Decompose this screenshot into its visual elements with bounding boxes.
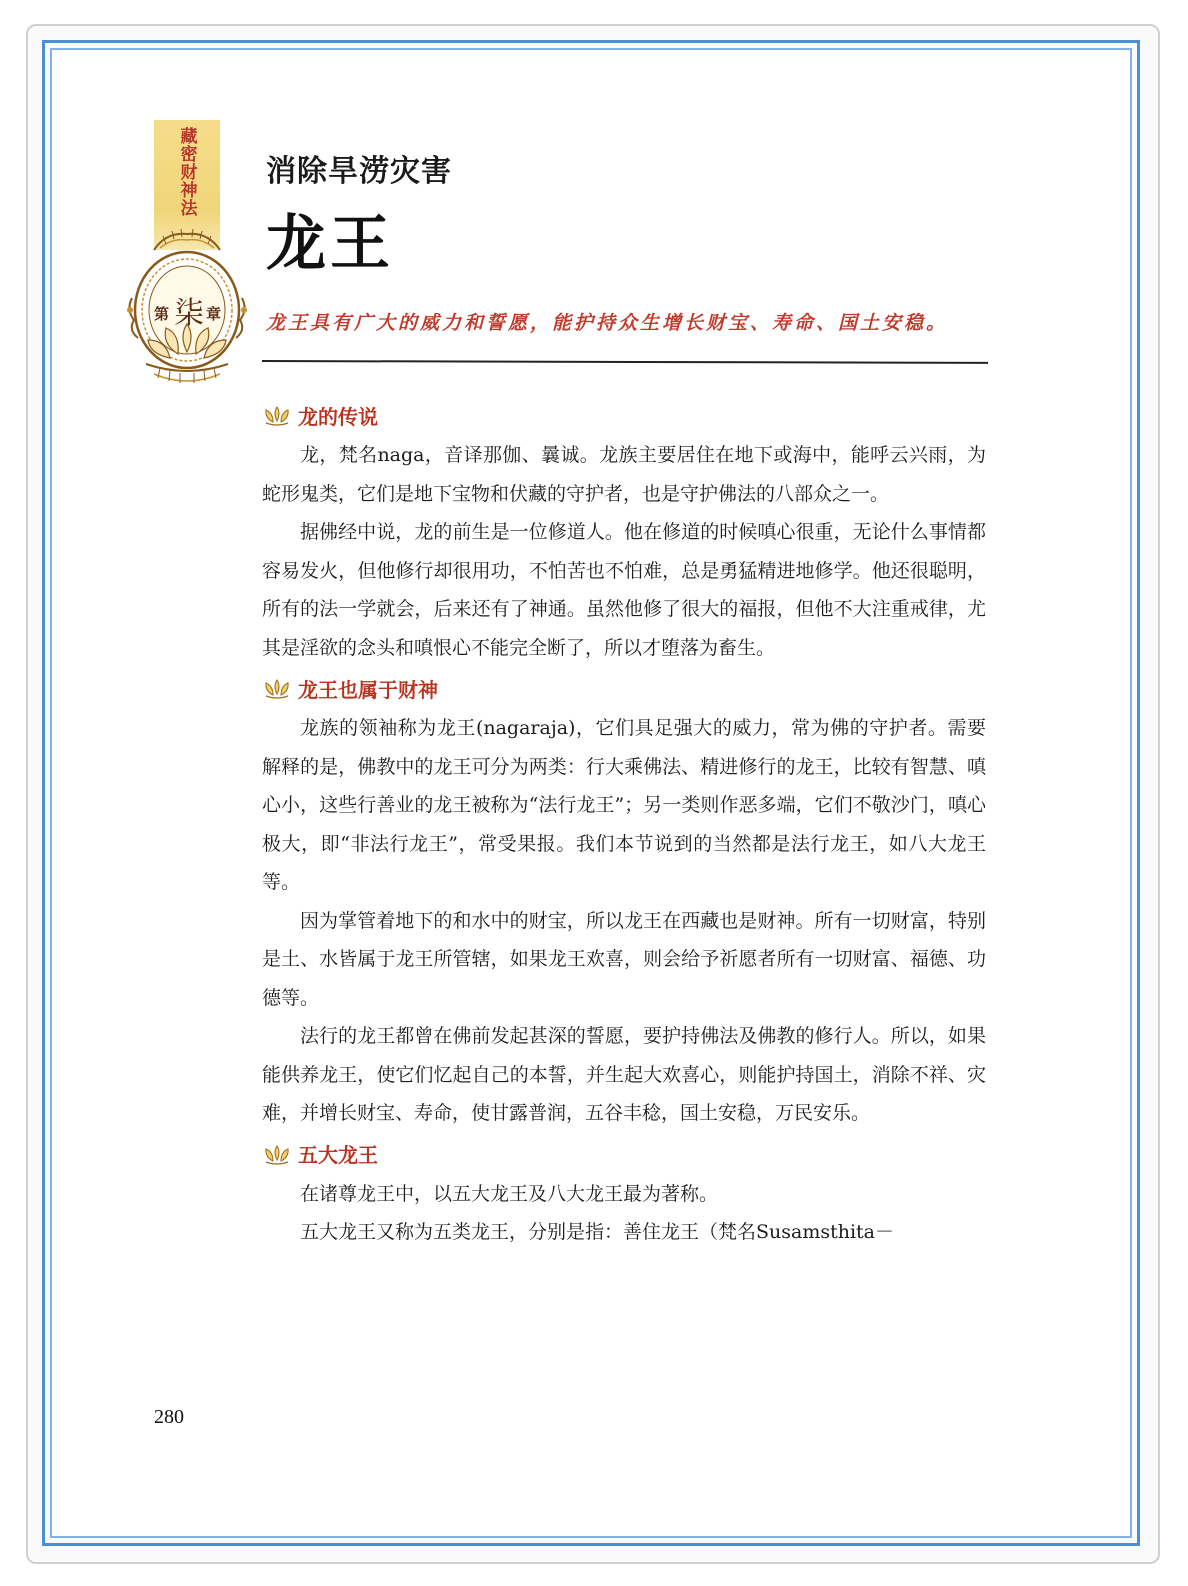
paragraph: 法行的龙王都曾在佛前发起甚深的誓愿，要护持佛法及佛教的修行人。所以，如果能供养龙王，使它们忆起自己的本誓，并生起大欢喜心，则能护持国土，消除不祥、灾难，并增长财宝、寿命，使甘露普润，五谷丰稔，国土安稳，万民安乐。 [262,1025,986,1124]
paragraph: 五大龙王又称为五类龙王，分别是指：善住龙王（梵名Susamsthita－ [300,1221,895,1243]
paragraph: 据佛经中说，龙的前生是一位修道人。他在修道的时候嗔心很重，无论什么事情都容易发火，但他修行却很用功，不怕苦也不怕难，总是勇猛精进地修学。他还很聪明，所有的法一学就会，后来还有了神通。虽然他修了很大的福报，但他不大注重戒律，尤其是淫欲的念头和嗔恨心不能完全断了，所以才堕落为畜生。 [262,521,986,659]
section-heading [262,671,986,705]
section-heading-label: 龙王也属于财神 [298,677,438,702]
page-subtitle: 消除旱涝灾害 [266,154,452,189]
paragraph: 因为掌管着地下的和水中的财宝，所以龙王在西藏也是财神。所有一切财富，特别是土、水皆属于龙王所管辖，如果龙王欢喜，则会给予祈愿者所有一切财富、福德、功德等。 [262,909,986,1009]
paragraph: 在诸尊龙王中，以五大龙王及八大龙王最为著称。 [300,1182,719,1205]
lotus-bullet-icon [262,676,292,700]
lotus-bullet-icon [262,403,292,427]
paragraph: 龙，梵名naga，音译那伽、曩诚。龙族主要居住在地下或海中，能呼云兴雨，为蛇形鬼类，它们是地下宝物和伏藏的守护者，也是守护佛法的八部众之一。 [262,444,986,505]
page-title: 龙王 [266,209,394,279]
section-heading [262,1137,986,1171]
chapter-suffix: 章 [206,305,222,323]
paragraph: 龙族的领袖称为龙王(nagaraja)，它们具足强大的威力，常为佛的守护者。需要解释的是，佛教中的龙王可分为两类：行大乘佛法、精进修行的龙王，比较有智慧、嗔心小，这些行善业的龙王被称为“法行龙王”；另一类则作恶多端，它们不敬沙门，嗔心极大，即“非法行龙王”，常受果报。我们本节说到的当然都是法行龙王，如八大龙王等。 [262,717,986,893]
section-heading-label: 龙的传说 [298,404,378,429]
series-name: 藏密财神法 [176,127,197,217]
page-number: 280 [154,1406,184,1428]
page-tagline: 龙王具有广大的威力和誓愿，能护持众生增长财宝、寿命、国土安稳。 [266,312,949,334]
chapter-prefix: 第 [154,305,170,323]
section-heading-label: 五大龙王 [298,1143,378,1167]
chapter-number: 柒 [174,296,204,331]
article-body [262,398,986,1252]
lotus-bullet-icon [262,1142,292,1166]
section-heading [262,398,986,432]
